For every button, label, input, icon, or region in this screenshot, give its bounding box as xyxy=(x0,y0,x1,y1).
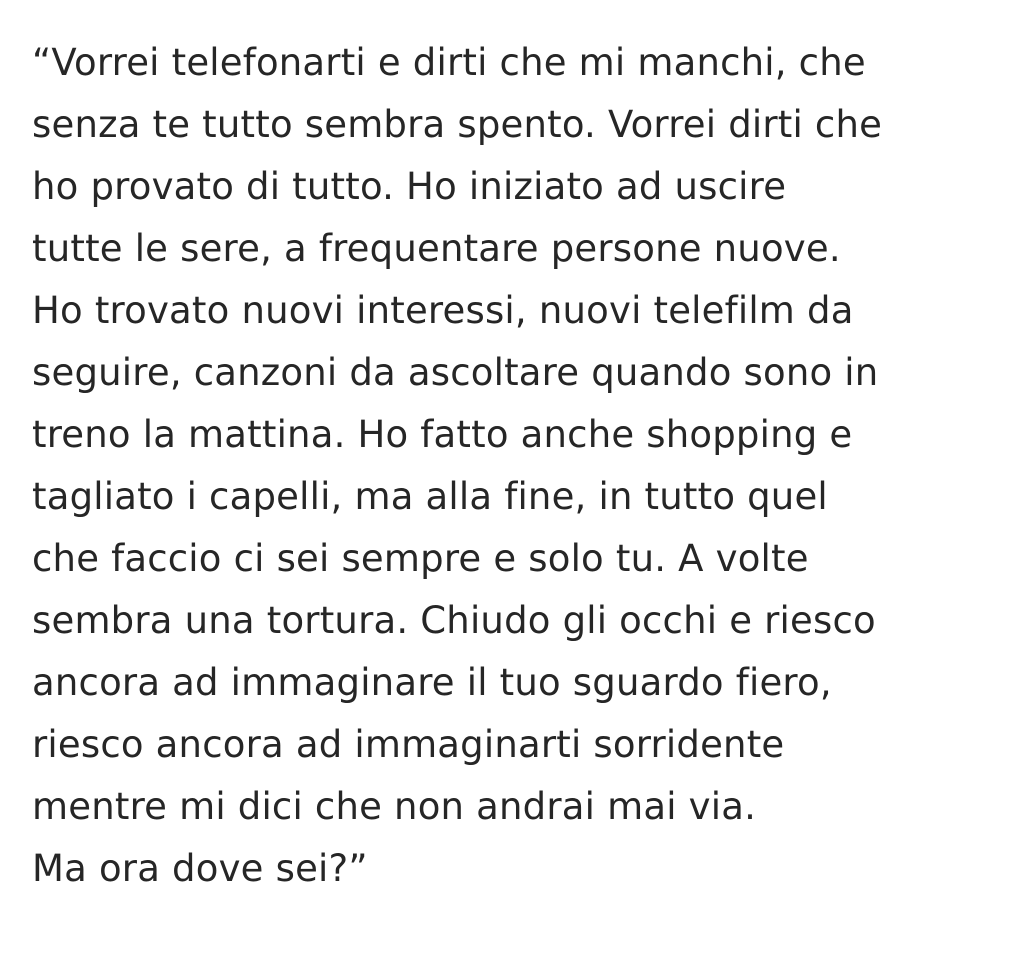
quote-line-12: riesco ancora ad immaginarti sorridente xyxy=(32,723,785,766)
quote-line-13: mentre mi dici che non andrai mai via. xyxy=(32,785,757,828)
quote-line-10: sembra una tortura. Chiudo gli occhi e riesco xyxy=(32,599,876,642)
quote-line-9: che faccio ci sei sempre e solo tu. A volte xyxy=(32,537,809,580)
quote-line-7: treno la mattina. Ho fatto anche shopping e xyxy=(32,413,853,456)
quote-line-6: seguire, canzoni da ascoltare quando sono in xyxy=(32,351,879,394)
quote-line-5: Ho trovato nuovi interessi, nuovi telefilm da xyxy=(32,289,854,332)
quote-line-14: Ma ora dove sei?” xyxy=(32,847,368,890)
quote-line-2: senza te tutto sembra spento. Vorrei dirti che xyxy=(32,103,883,146)
quote-line-1: “Vorrei telefonarti e dirti che mi manchi, che xyxy=(32,41,866,84)
quote-line-8: tagliato i capelli, ma alla fine, in tutto quel xyxy=(32,475,828,518)
quote-text-block xyxy=(32,32,1007,900)
quote-line-3: ho provato di tutto. Ho iniziato ad uscire xyxy=(32,165,787,208)
quote-line-11: ancora ad immaginare il tuo sguardo fiero, xyxy=(32,661,832,704)
quote-line-4: tutte le sere, a frequentare persone nuove. xyxy=(32,227,841,270)
